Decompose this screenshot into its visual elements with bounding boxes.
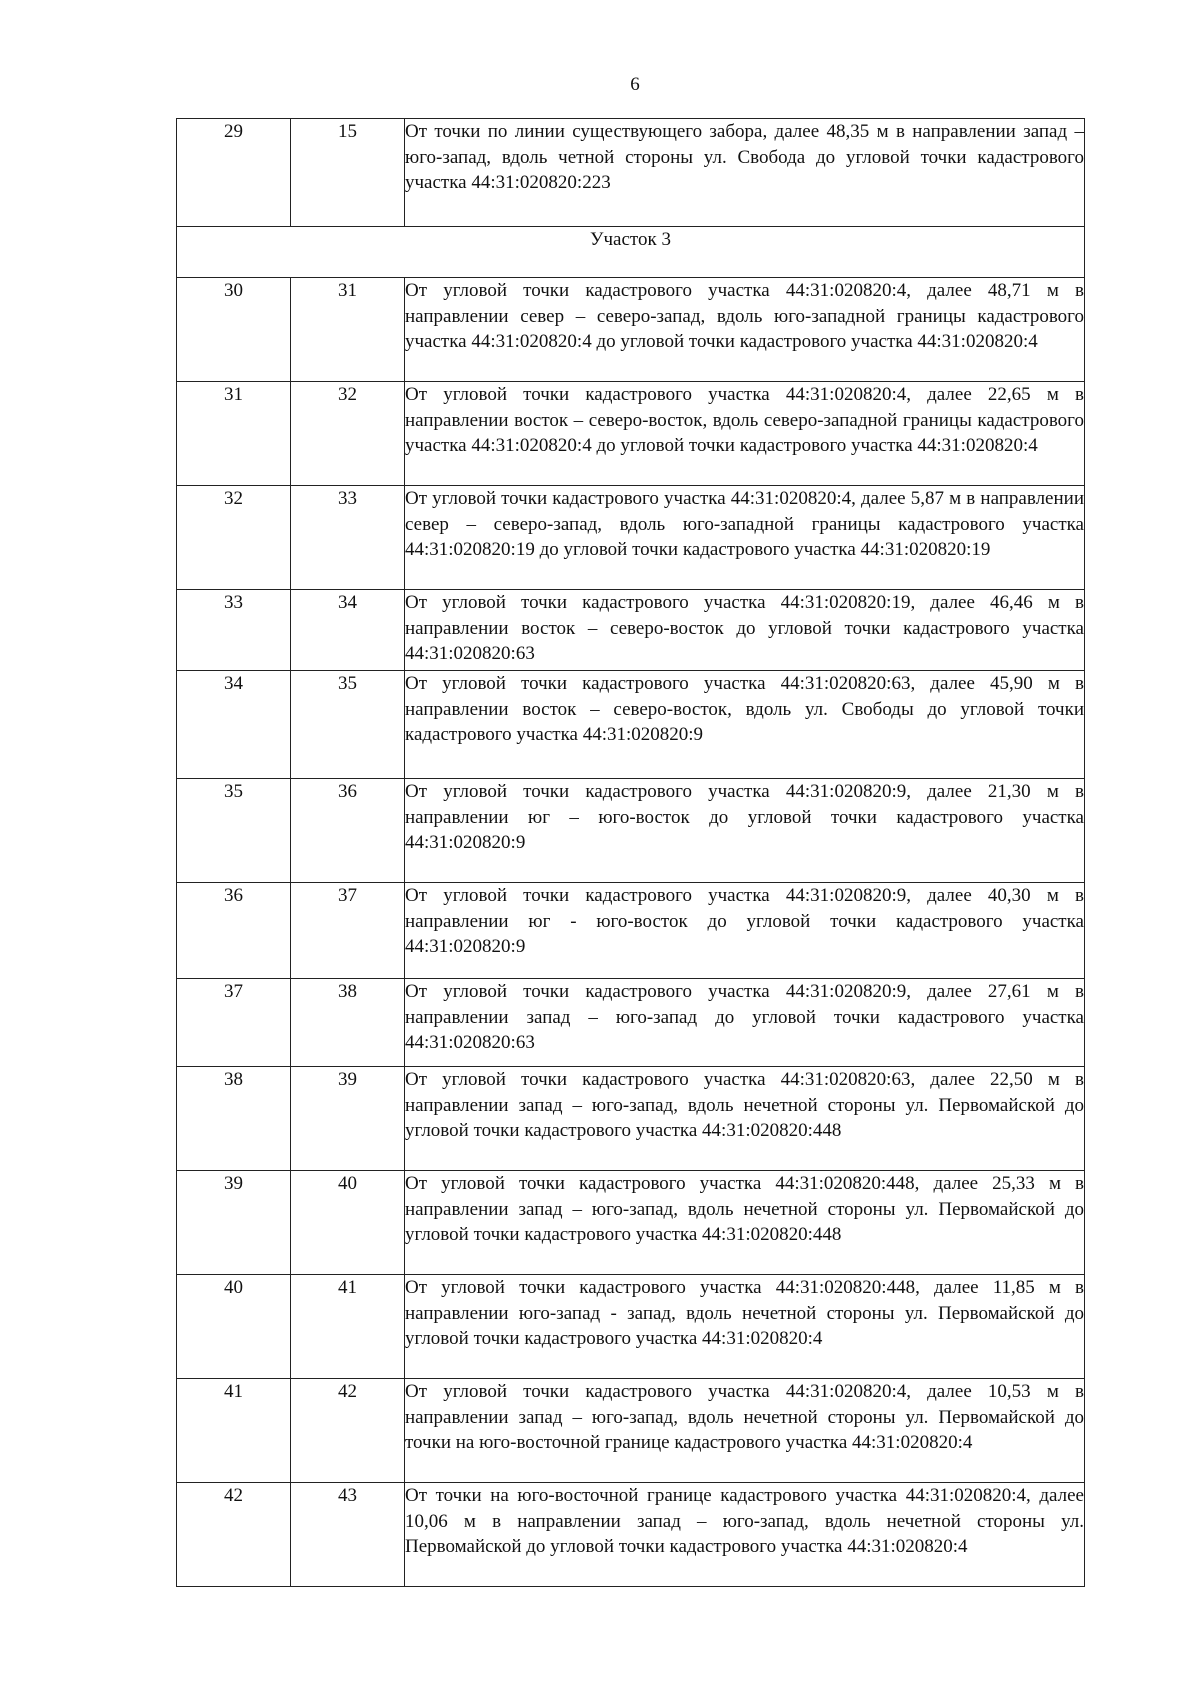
- table-row: [177, 671, 1085, 779]
- to-point-cell: 42: [291, 1379, 405, 1483]
- description-cell: От угловой точки кадастрового участка 44:31:020820:4, далее 22,65 м в направлении восток – северо-восток, вдоль северо-западной границы кадастрового участка 44:31:020820:4 до угловой точки кадастрового участка 44:31:020820:4: [405, 382, 1085, 486]
- table-row: [177, 779, 1085, 883]
- description-cell: От угловой точки кадастрового участка 44:31:020820:9, далее 27,61 м в направлении запад – юго-запад до угловой точки кадастрового участка 44:31:020820:63: [405, 979, 1085, 1067]
- to-point-cell: 35: [291, 671, 405, 779]
- description-cell: От угловой точки кадастрового участка 44:31:020820:4, далее 48,71 м в направлении север – северо-запад, вдоль юго-западной границы кадастрового участка 44:31:020820:4 до угловой точки кадастрового участка 44:31:020820:4: [405, 278, 1085, 382]
- from-point-cell: 40: [177, 1275, 291, 1379]
- description-cell: От точки по линии существующего забора, далее 48,35 м в направлении запад – юго-запад, вдоль четной стороны ул. Свобода до угловой точки кадастрового участка 44:31:020820:223: [405, 119, 1085, 227]
- table-row: [177, 1483, 1085, 1587]
- to-point-cell: 40: [291, 1171, 405, 1275]
- description-cell: От точки на юго-восточной границе кадастрового участка 44:31:020820:4, далее 10,06 м в направлении запад – юго-запад, вдоль нечетной стороны ул. Первомайской до угловой точки кадастрового участка 44:31:020820:4: [405, 1483, 1085, 1587]
- to-point-cell: 37: [291, 883, 405, 979]
- from-point-cell: 31: [177, 382, 291, 486]
- to-point-cell: 32: [291, 382, 405, 486]
- from-point-cell: 42: [177, 1483, 291, 1587]
- to-point-cell: 39: [291, 1067, 405, 1171]
- description-cell: От угловой точки кадастрового участка 44:31:020820:63, далее 45,90 м в направлении восток – северо-восток, вдоль ул. Свободы до угловой точки кадастрового участка 44:31:020820:9: [405, 671, 1085, 779]
- table-row: [177, 1171, 1085, 1275]
- table-row: [177, 590, 1085, 671]
- from-point-cell: 35: [177, 779, 291, 883]
- to-point-cell: 15: [291, 119, 405, 227]
- from-point-cell: 34: [177, 671, 291, 779]
- table-row: [177, 883, 1085, 979]
- from-point-cell: 39: [177, 1171, 291, 1275]
- from-point-cell: 36: [177, 883, 291, 979]
- description-cell: От угловой точки кадастрового участка 44:31:020820:4, далее 5,87 м в направлении север – северо-запад, вдоль юго-западной границы кадастрового участка 44:31:020820:19 до угловой точки кадастрового участка 44:31:020820:19: [405, 486, 1085, 590]
- to-point-cell: 41: [291, 1275, 405, 1379]
- to-point-cell: 34: [291, 590, 405, 671]
- description-cell: От угловой точки кадастрового участка 44:31:020820:448, далее 25,33 м в направлении запад – юго-запад, вдоль нечетной стороны ул. Первомайской до угловой точки кадастрового участка 44:31:020820:448: [405, 1171, 1085, 1275]
- section-header-row: [177, 227, 1085, 278]
- to-point-cell: 31: [291, 278, 405, 382]
- from-point-cell: 38: [177, 1067, 291, 1171]
- to-point-cell: 36: [291, 779, 405, 883]
- table-row: [177, 1275, 1085, 1379]
- description-cell: От угловой точки кадастрового участка 44:31:020820:63, далее 22,50 м в направлении запад – юго-запад, вдоль нечетной стороны ул. Первомайской до угловой точки кадастрового участка 44:31:020820:448: [405, 1067, 1085, 1171]
- from-point-cell: 30: [177, 278, 291, 382]
- table-row: [177, 1067, 1085, 1171]
- section-title: Участок 3: [177, 227, 1085, 278]
- description-cell: От угловой точки кадастрового участка 44:31:020820:19, далее 46,46 м в направлении восток – северо-восток до угловой точки кадастрового участка 44:31:020820:63: [405, 590, 1085, 671]
- to-point-cell: 33: [291, 486, 405, 590]
- table-row: [177, 382, 1085, 486]
- from-point-cell: 37: [177, 979, 291, 1067]
- table-row: [177, 119, 1085, 227]
- from-point-cell: 41: [177, 1379, 291, 1483]
- table-row: [177, 486, 1085, 590]
- description-cell: От угловой точки кадастрового участка 44:31:020820:4, далее 10,53 м в направлении запад – юго-запад, вдоль нечетной стороны ул. Первомайской до точки на юго-восточной границе кадастрового участка 44:31:020820:4: [405, 1379, 1085, 1483]
- from-point-cell: 29: [177, 119, 291, 227]
- table-row: [177, 1379, 1085, 1483]
- description-cell: От угловой точки кадастрового участка 44:31:020820:9, далее 21,30 м в направлении юг – юго-восток до угловой точки кадастрового участка 44:31:020820:9: [405, 779, 1085, 883]
- to-point-cell: 43: [291, 1483, 405, 1587]
- from-point-cell: 32: [177, 486, 291, 590]
- from-point-cell: 33: [177, 590, 291, 671]
- boundary-description-table: [176, 118, 1085, 1587]
- table-row: [177, 979, 1085, 1067]
- description-cell: От угловой точки кадастрового участка 44:31:020820:448, далее 11,85 м в направлении юго-запад - запад, вдоль нечетной стороны ул. Первомайской до угловой точки кадастрового участка 44:31:020820:4: [405, 1275, 1085, 1379]
- table-row: [177, 278, 1085, 382]
- page-number: 6: [630, 74, 640, 95]
- to-point-cell: 38: [291, 979, 405, 1067]
- description-cell: От угловой точки кадастрового участка 44:31:020820:9, далее 40,30 м в направлении юг - юго-восток до угловой точки кадастрового участка 44:31:020820:9: [405, 883, 1085, 979]
